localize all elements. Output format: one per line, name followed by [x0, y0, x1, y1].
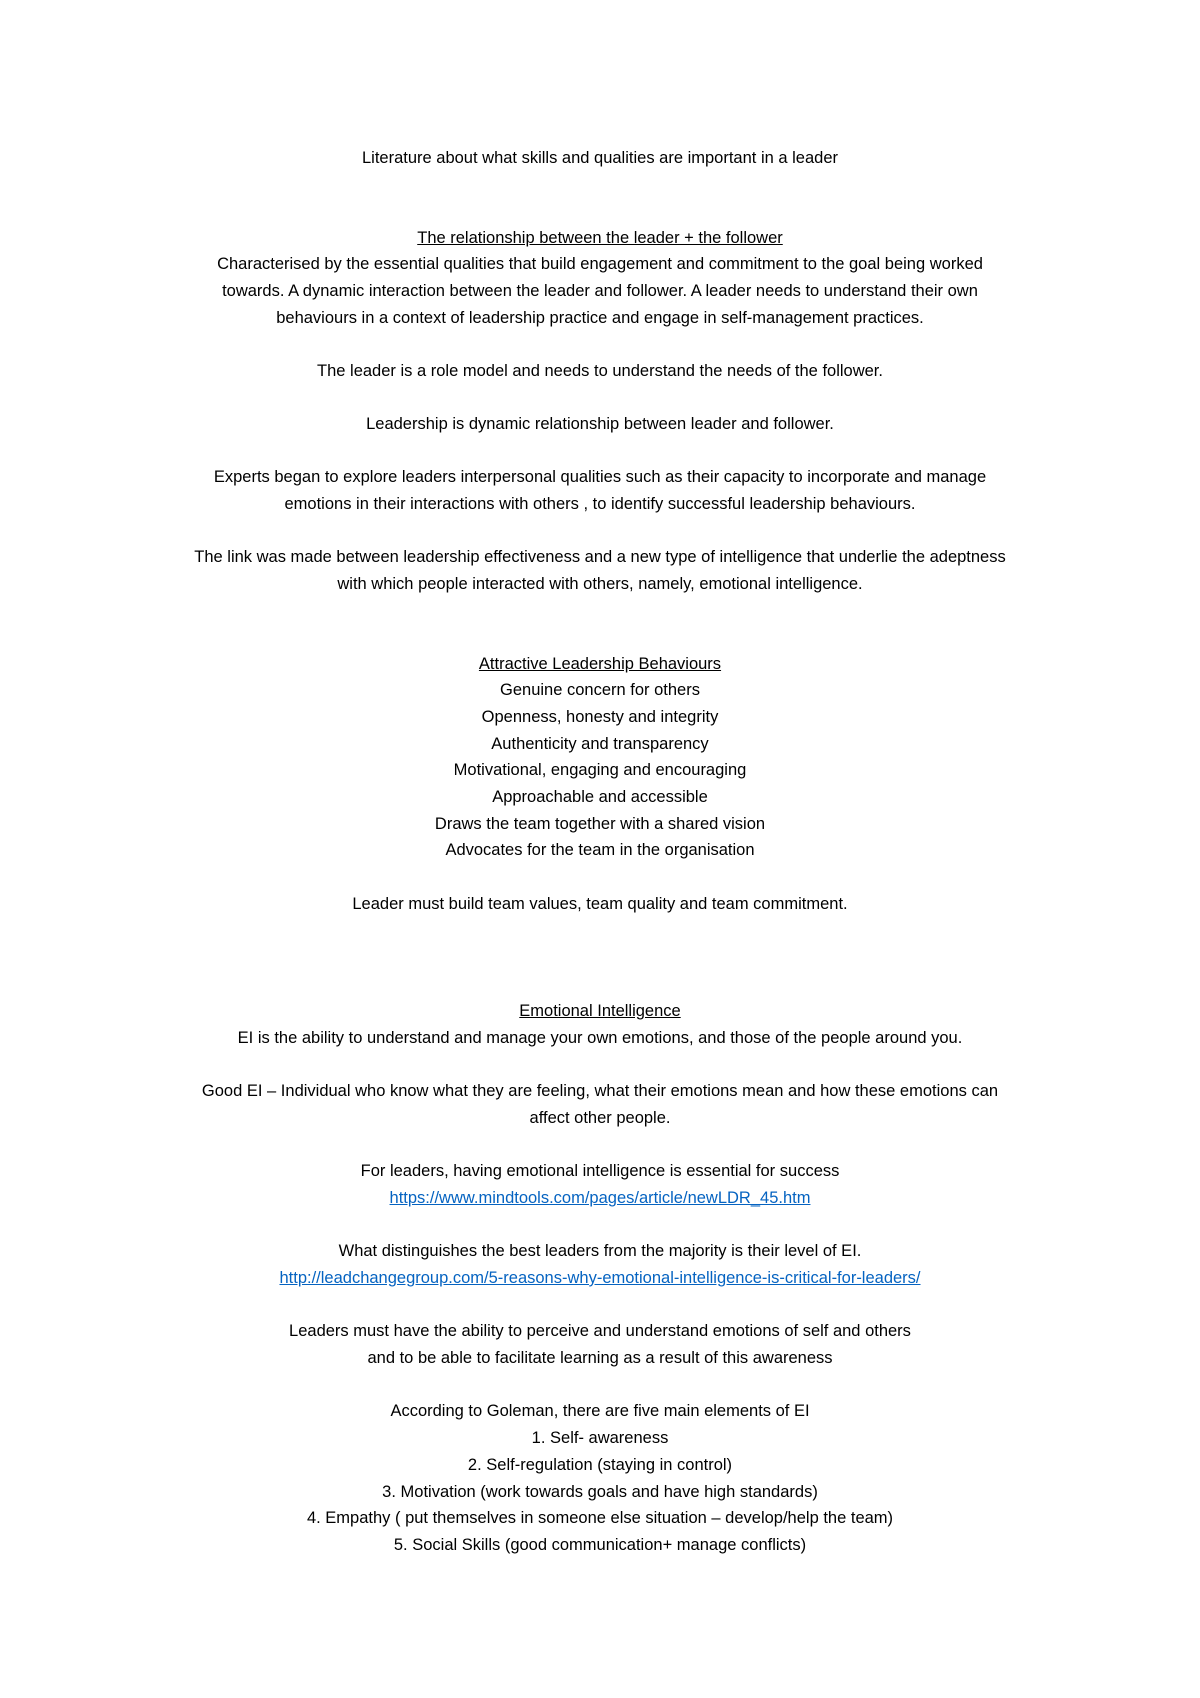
mindtools-link-line [100, 1188, 1100, 1208]
behaviour-item: Genuine concern for others [500, 681, 700, 699]
distinguishes-paragraph: What distinguishes the best leaders from the majority is their level of EI. [338, 1242, 862, 1260]
behaviour-item: Motivational, engaging and encouraging [453, 761, 747, 779]
relationship-para-line: Characterised by the essential qualities that build engagement and commitment to the goal being worked [217, 255, 983, 273]
behaviour-item: Advocates for the team in the organisation [445, 841, 755, 859]
goleman-intro: According to Goleman, there are five main elements of EI [390, 1402, 810, 1420]
leadchange-link-line [100, 1268, 1100, 1288]
dynamic-relationship-paragraph: Leadership is dynamic relationship between leader and follower. [366, 415, 834, 433]
ei-element-item: 4. Empathy ( put themselves in someone else situation – develop/help the team) [306, 1509, 894, 1527]
leadchangegroup-link[interactable]: http://leadchangegroup.com/5-reasons-why-emotional-intelligence-is-critical-for-leaders/ [279, 1269, 921, 1287]
ei-definition: EI is the ability to understand and manage your own emotions, and those of the people around you. [237, 1029, 963, 1047]
document-title: Literature about what skills and qualities are important in a leader [361, 149, 839, 167]
relationship-heading: The relationship between the leader + the follower [417, 229, 783, 247]
good-ei-para-line: Good EI – Individual who know what they are feeling, what their emotions mean and how these emotions can [201, 1082, 999, 1100]
link-made-para-line: The link was made between leadership effectiveness and a new type of intelligence that underlie the adeptness [194, 548, 1006, 566]
ei-element-item: 1. Self- awareness [531, 1429, 669, 1447]
perceive-para-line: and to be able to facilitate learning as a result of this awareness [367, 1349, 833, 1367]
ei-element-item: 2. Self-regulation (staying in control) [467, 1456, 733, 1474]
behaviour-item: Openness, honesty and integrity [481, 708, 719, 726]
link-made-para-line: with which people interacted with others, namely, emotional intelligence. [337, 575, 863, 593]
behaviour-item: Draws the team together with a shared vision [434, 815, 766, 833]
perceive-para-line: Leaders must have the ability to perceive and understand emotions of self and others [289, 1322, 911, 1340]
ei-element-item: 3. Motivation (work towards goals and have high standards) [382, 1483, 818, 1501]
behaviour-item: Authenticity and transparency [491, 735, 709, 753]
relationship-para-line: behaviours in a context of leadership practice and engage in self-management practices. [276, 309, 924, 327]
relationship-para-line: towards. A dynamic interaction between the leader and follower. A leader needs to understand their own [222, 282, 978, 300]
good-ei-para-line: affect other people. [529, 1109, 671, 1127]
team-values-paragraph: Leader must build team values, team quality and team commitment. [352, 895, 848, 913]
for-leaders-paragraph: For leaders, having emotional intelligence is essential for success [360, 1162, 840, 1180]
role-model-paragraph: The leader is a role model and needs to understand the needs of the follower. [317, 362, 883, 380]
experts-para-line: Experts began to explore leaders interpersonal qualities such as their capacity to incorporate and manage [213, 468, 987, 486]
ei-element-item: 5. Social Skills (good communication+ manage conflicts) [393, 1536, 807, 1554]
behaviours-heading: Attractive Leadership Behaviours [478, 655, 722, 673]
experts-para-line: emotions in their interactions with others , to identify successful leadership behaviours. [284, 495, 916, 513]
mindtools-link[interactable]: https://www.mindtools.com/pages/article/newLDR_45.htm [389, 1189, 811, 1207]
emotional-intelligence-heading: Emotional Intelligence [519, 1002, 681, 1020]
behaviour-item: Approachable and accessible [492, 788, 708, 806]
